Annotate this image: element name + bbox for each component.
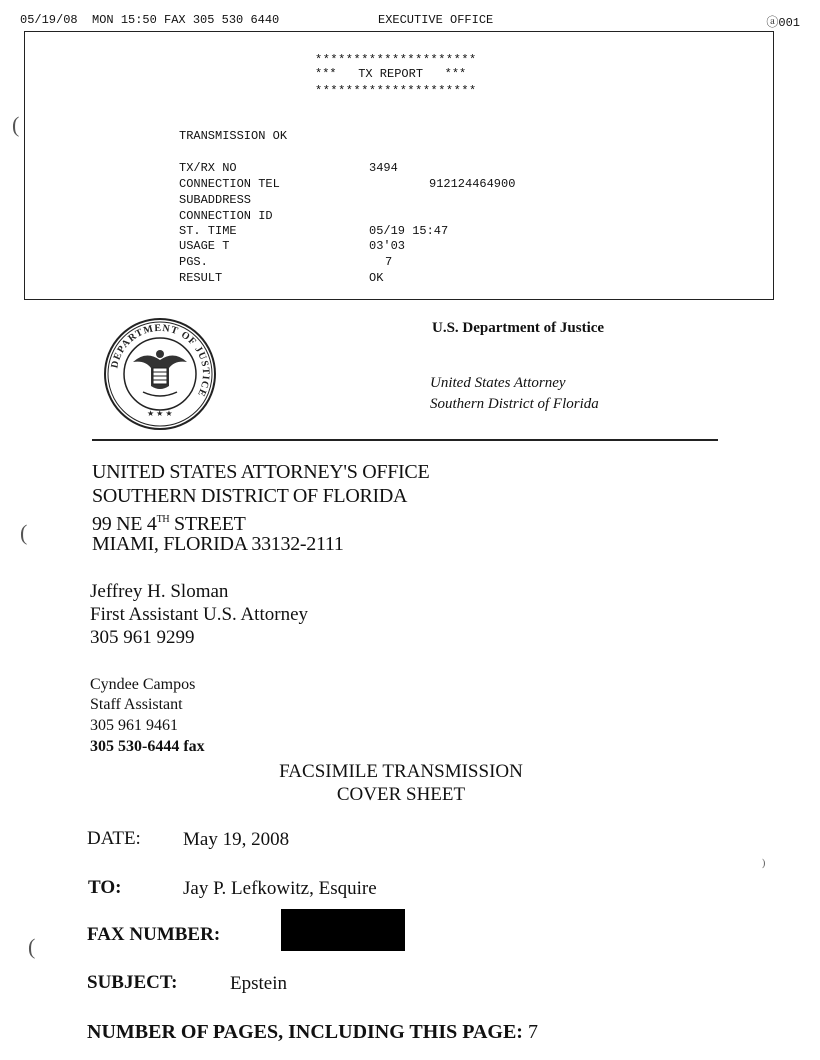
staff-title: Staff Assistant [90,696,183,713]
date-label: DATE: [87,828,141,849]
fax-number-label: FAX NUMBER: [87,924,221,945]
date-value: May 19, 2008 [183,829,290,850]
tx-row [179,224,739,240]
tx-label: CONNECTION ID [179,209,273,223]
to-value: Jay P. Lefkowitz, Esquire [183,878,377,899]
address-line-1: UNITED STATES ATTORNEY'S OFFICE [92,461,430,483]
page-count-value: 7 [527,1021,538,1043]
doj-seal [103,316,217,432]
tx-value: 03'03 [369,239,406,253]
staff-fax: 305 530-6444 fax [90,738,205,755]
svg-text:★ ★ ★: ★ ★ ★ [147,409,173,418]
doj-seal-icon [103,316,217,432]
address-ordinal: TH [156,514,170,525]
tx-row [179,271,739,287]
tx-label: RESULT [179,271,223,285]
sender-name: Jeffrey H. Sloman [90,581,229,602]
tx-report-title: *** TX REPORT *** [315,67,467,81]
tx-value: 05/19 15:47 [369,224,449,238]
letterhead-divider [92,439,718,441]
staff-phone: 305 961 9461 [90,717,178,734]
tx-row [179,255,739,271]
fax-header [20,13,800,29]
to-label: TO: [88,877,122,898]
sender-title: First Assistant U.S. Attorney [90,604,308,625]
tx-row [179,177,739,193]
tx-value: 3494 [369,161,398,175]
subject-label: SUBJECT: [87,972,178,993]
fax-header-office: EXECUTIVE OFFICE [378,13,494,27]
cover-title-1: FACSIMILE TRANSMISSION [279,761,523,782]
subject-value: Epstein [230,973,287,994]
tx-row [179,193,739,209]
letterhead-line-2: Southern District of Florida [430,396,599,412]
tx-label: USAGE T [179,239,230,253]
tx-label: PGS. [179,255,208,269]
tx-report-box [24,31,774,300]
margin-mark: ( [20,520,28,545]
tx-row [179,161,739,177]
tx-value: 912124464900 [429,177,516,191]
tx-row [179,209,739,225]
address-line-4: MIAMI, FLORIDA 33132-2111 [92,533,344,555]
seal-text: DEPARTMENT OF JUSTICE [109,322,212,399]
tx-value: OK [369,271,384,285]
page-count-text: NUMBER OF PAGES, INCLUDING THIS PAGE: [87,1021,523,1043]
fax-header-datetime: 05/19/08 MON 15:50 FAX 305 530 6440 [20,13,280,27]
redacted-fax-number [281,909,405,951]
tx-label: SUBADDRESS [179,193,252,207]
fax-page-marker: ⓐ001 [766,16,800,30]
tx-stars-bottom: ********************* [315,84,477,98]
department-name: U.S. Department of Justice [432,320,605,336]
tx-stars-top: ********************* [315,53,477,67]
letterhead-line-1: United States Attorney [430,375,566,391]
tx-label: ST. TIME [179,224,237,238]
margin-mark: ) [762,858,766,869]
cover-title-2: COVER SHEET [336,784,466,805]
address-street-number: 99 NE 4 [92,513,157,535]
address-street: STREET [169,513,246,535]
tx-status: TRANSMISSION OK [179,129,288,143]
tx-label: CONNECTION TEL [179,177,280,191]
address-line-2: SOUTHERN DISTRICT OF FLORIDA [92,485,408,507]
tx-row [179,239,739,255]
sender-phone: 305 961 9299 [90,627,195,648]
staff-name: Cyndee Campos [90,676,196,693]
margin-mark: ( [12,112,20,137]
tx-value: 7 [385,255,393,269]
tx-label: TX/RX NO [179,161,237,175]
margin-mark: ( [28,934,36,959]
page-count-label [87,1021,538,1044]
